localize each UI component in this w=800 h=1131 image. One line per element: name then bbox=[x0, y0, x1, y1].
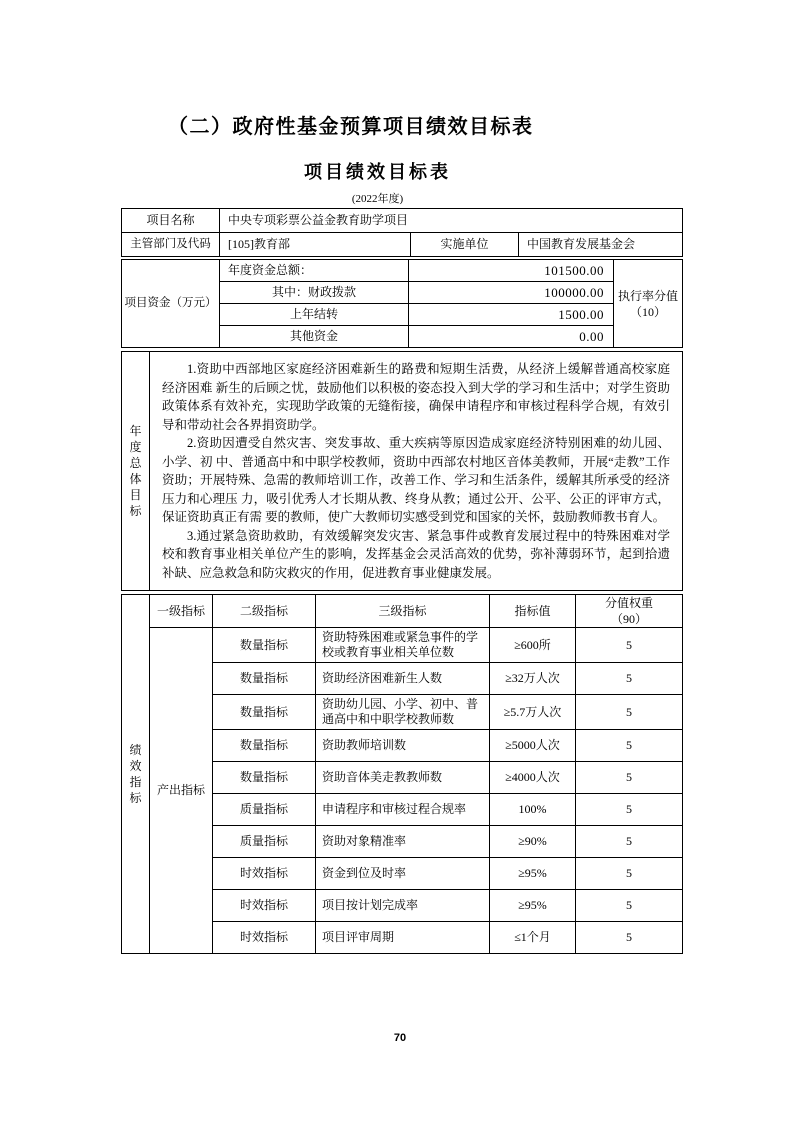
funding-row-label: 上年结转 bbox=[220, 304, 409, 326]
funding-row-value: 100000.00 bbox=[409, 282, 614, 304]
value-cell: ≤1个月 bbox=[490, 922, 576, 954]
level2-cell: 数量指标 bbox=[213, 762, 316, 794]
table-row bbox=[122, 260, 683, 282]
value-cell: 100% bbox=[490, 794, 576, 826]
exec-rate-line1: 执行率分值 bbox=[617, 288, 678, 303]
score-cell: 5 bbox=[576, 794, 683, 826]
value-cell: ≥5000人次 bbox=[490, 730, 576, 762]
indicators-table bbox=[121, 594, 683, 954]
table-title: 项目绩效目标表 bbox=[304, 162, 451, 182]
project-name-value: 中央专项彩票公益金教育助学项目 bbox=[220, 209, 683, 233]
header-weight-line2: （90） bbox=[610, 612, 647, 626]
level1-value-cell: 产出指标 bbox=[150, 628, 213, 954]
header-value: 指标值 bbox=[490, 595, 576, 628]
level2-cell: 数量指标 bbox=[213, 663, 316, 695]
score-cell: 5 bbox=[576, 663, 683, 695]
funding-table bbox=[121, 259, 683, 348]
funding-label: 项目资金（万元） bbox=[122, 260, 220, 348]
level3-cell: 项目评审周期 bbox=[316, 922, 490, 954]
project-name-label: 项目名称 bbox=[122, 209, 220, 233]
score-cell: 5 bbox=[576, 730, 683, 762]
score-cell: 5 bbox=[576, 826, 683, 858]
funding-row-label: 年度资金总额： bbox=[220, 260, 409, 282]
funding-row-value: 1500.00 bbox=[409, 304, 614, 326]
score-cell: 5 bbox=[576, 695, 683, 730]
level2-cell: 质量指标 bbox=[213, 826, 316, 858]
exec-rate-line2: （10） bbox=[629, 304, 666, 319]
level3-cell: 资助幼儿园、小学、初中、普通高中和中职学校教师数 bbox=[316, 695, 490, 730]
level3-cell: 资金到位及时率 bbox=[316, 858, 490, 890]
level3-cell: 资助音体美走教教师数 bbox=[316, 762, 490, 794]
year-label: (2022年度) bbox=[351, 193, 404, 205]
indicators-group-label: 绩效指标 bbox=[122, 595, 150, 954]
level2-cell: 数量指标 bbox=[213, 695, 316, 730]
goal-paragraph-2: 2.资助因遭受自然灾害、突发事故、重大疾病等原因造成家庭经济特别困难的幼儿园、小学、初 中、普通高中和中职学校教师，资助中西部农村地区音体美教师，开展“走教”工作资助；开展特殊、急需的教师培训工作，改善工作、学习和生活条件，缓解其所承受的经济压力和心理压 力，吸引优秀人才长期从教、终身从教；通过公开、公平、公正的评审方式，保证资助真正有需 要的教师，使广大教师切实感受到党和国家的关怀，鼓励教师教书育人。 bbox=[162, 436, 670, 524]
exec-rate-score-label bbox=[614, 260, 683, 348]
header-weight-line1: 分值权重 bbox=[604, 596, 653, 610]
value-cell: ≥95% bbox=[490, 858, 576, 890]
page-number: 70 bbox=[393, 1032, 407, 1044]
table-row bbox=[122, 233, 683, 257]
annual-goal-text bbox=[150, 352, 683, 591]
header-level2: 二级指标 bbox=[213, 595, 316, 628]
level2-cell: 数量指标 bbox=[213, 730, 316, 762]
level2-cell: 时效指标 bbox=[213, 922, 316, 954]
value-cell: ≥600所 bbox=[490, 628, 576, 663]
funding-row-label: 其中：财政拨款 bbox=[220, 282, 409, 304]
level2-cell: 时效指标 bbox=[213, 890, 316, 922]
goal-paragraph-1: 1.资助中西部地区家庭经济困难新生的路费和短期生活费，从经济上缓解普通高校家庭经济困难 新生的后顾之忧，鼓励他们以积极的姿态投入到大学的学习和生活中；对学生资助政策体系有效补充，实现助学政策的无缝衔接，确保申请程序和审核过程科学合规，有效引导和带动社会各界捐资助学。 bbox=[162, 362, 670, 432]
value-cell: ≥5.7万人次 bbox=[490, 695, 576, 730]
header-level3: 三级指标 bbox=[316, 595, 490, 628]
score-cell: 5 bbox=[576, 858, 683, 890]
header-weight bbox=[576, 595, 683, 628]
annual-goal-table bbox=[121, 351, 683, 591]
level2-cell: 时效指标 bbox=[213, 858, 316, 890]
level3-cell: 资助教师培训数 bbox=[316, 730, 490, 762]
table-row bbox=[122, 352, 683, 591]
funding-row-value: 0.00 bbox=[409, 326, 614, 348]
performance-target-table bbox=[121, 208, 682, 954]
impl-unit-label: 实施单位 bbox=[411, 233, 519, 257]
funding-row-value: 101500.00 bbox=[409, 260, 614, 282]
score-cell: 5 bbox=[576, 762, 683, 794]
dept-label: 主管部门及代码 bbox=[122, 233, 220, 257]
score-cell: 5 bbox=[576, 628, 683, 663]
level3-cell: 项目按计划完成率 bbox=[316, 890, 490, 922]
basic-info-table bbox=[121, 208, 683, 257]
table-row bbox=[122, 209, 683, 233]
indicator-row bbox=[122, 628, 683, 663]
funding-row-label: 其他资金 bbox=[220, 326, 409, 348]
value-cell: ≥32万人次 bbox=[490, 663, 576, 695]
value-cell: ≥95% bbox=[490, 890, 576, 922]
value-cell: ≥4000人次 bbox=[490, 762, 576, 794]
level2-cell: 质量指标 bbox=[213, 794, 316, 826]
impl-unit-value: 中国教育发展基金会 bbox=[519, 233, 683, 257]
level3-cell: 申请程序和审核过程合规率 bbox=[316, 794, 490, 826]
score-cell: 5 bbox=[576, 890, 683, 922]
value-cell: ≥90% bbox=[490, 826, 576, 858]
goal-paragraph-3: 3.通过紧急资助救助，有效缓解突发灾害、紧急事件或教育发展过程中的特殊困难对学校和教育事业相关单位产生的影响，发挥基金会灵活高效的优势，弥补薄弱环节，起到拾遗补缺、应急救急和防灾救灾的作用，促进教育事业健康发展。 bbox=[162, 528, 670, 580]
indicators-header-row bbox=[122, 595, 683, 628]
score-cell: 5 bbox=[576, 922, 683, 954]
section-title: （二）政府性基金预算项目绩效目标表 bbox=[168, 116, 534, 138]
header-level1: 一级指标 bbox=[150, 595, 213, 628]
annual-goal-label: 年度总体目标 bbox=[122, 352, 150, 591]
dept-value: [105]教育部 bbox=[220, 233, 411, 257]
level2-cell: 数量指标 bbox=[213, 628, 316, 663]
level3-cell: 资助对象精准率 bbox=[316, 826, 490, 858]
level3-cell: 资助特殊困难或紧急事件的学校或教育事业相关单位数 bbox=[316, 628, 490, 663]
level3-cell: 资助经济困难新生人数 bbox=[316, 663, 490, 695]
